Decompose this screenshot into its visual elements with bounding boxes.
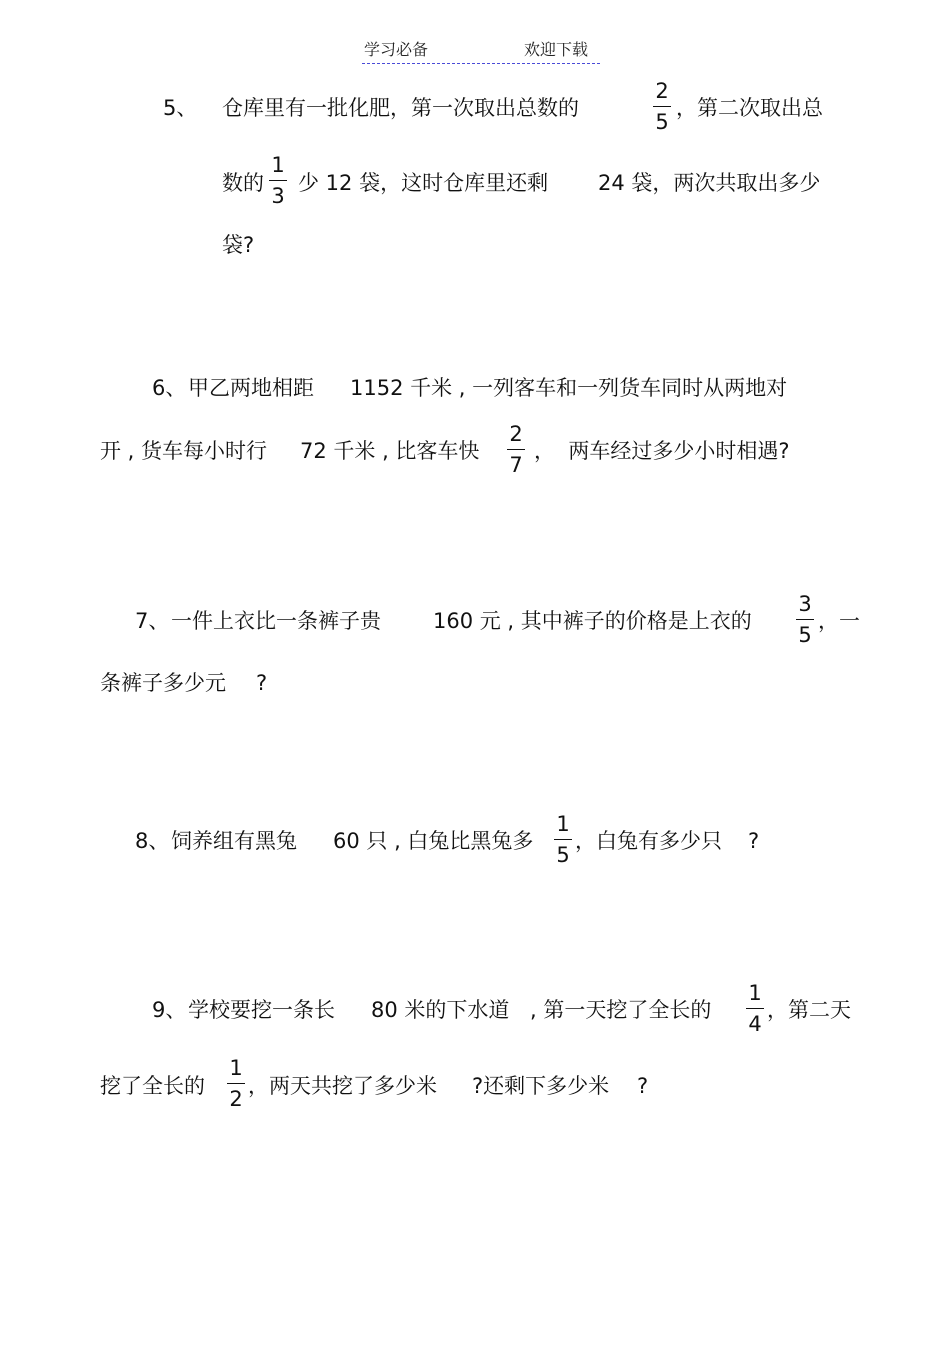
fraction-numerator: 1 bbox=[271, 153, 285, 177]
fraction-bar bbox=[746, 1008, 764, 1009]
problem-8-text: ，白兔有多少只 bbox=[575, 829, 722, 853]
problem-5-text: 24 袋，两次共取出多少 bbox=[598, 171, 821, 195]
problem-9-text: 学校要挖一条长 bbox=[188, 998, 335, 1022]
fraction-numerator: 1 bbox=[556, 812, 570, 836]
fraction-denominator: 7 bbox=[509, 453, 523, 477]
problem-9-number: 9、 bbox=[152, 998, 187, 1022]
problem-7-text: ? bbox=[256, 671, 268, 695]
fraction-denominator: 4 bbox=[748, 1012, 762, 1036]
problem-9-text: ?还剩下多少米 bbox=[472, 1074, 610, 1098]
problem-8-number: 8、 bbox=[135, 829, 170, 853]
problem-9-text: ? bbox=[637, 1074, 649, 1098]
header-dashed-rule bbox=[362, 63, 600, 64]
problem-6-text: 1152 千米 , 一列客车和一列货车同时从两地对 bbox=[350, 376, 788, 400]
problem-8-text: ? bbox=[748, 829, 760, 853]
problem-9-text: , 第一天挖了全长的 bbox=[530, 998, 712, 1022]
problem-5-text: ，第二次取出总 bbox=[676, 96, 823, 120]
fraction-bar bbox=[796, 619, 814, 620]
fraction-denominator: 3 bbox=[271, 184, 285, 208]
problem-5-text: 数的 bbox=[222, 171, 264, 195]
problem-5-fraction-2-5 bbox=[650, 81, 674, 133]
problem-9-fraction-1-4 bbox=[743, 983, 767, 1035]
fraction-numerator: 2 bbox=[655, 79, 669, 103]
problem-7-text: 一件上衣比一条裤子贵 bbox=[171, 609, 381, 633]
fraction-bar bbox=[269, 180, 287, 181]
problem-9-text: ，第二天 bbox=[767, 998, 851, 1022]
fraction-denominator: 5 bbox=[556, 843, 570, 867]
problem-6-text: 开 , 货车每小时行 bbox=[100, 439, 268, 463]
problem-5-number: 5、 bbox=[163, 96, 198, 120]
problem-9-fraction-1-2 bbox=[224, 1058, 248, 1110]
fraction-denominator: 5 bbox=[798, 623, 812, 647]
problem-5-fraction-1-3 bbox=[266, 155, 290, 207]
header-left-text: 学习必备 bbox=[364, 40, 429, 59]
problem-7-text: 160 元 , 其中裤子的价格是上衣的 bbox=[433, 609, 752, 633]
fraction-denominator: 5 bbox=[655, 110, 669, 134]
problem-6-fraction-2-7 bbox=[504, 424, 528, 476]
fraction-numerator: 3 bbox=[798, 592, 812, 616]
header-right-text: 欢迎下载 bbox=[524, 40, 589, 59]
fraction-bar bbox=[554, 839, 572, 840]
fraction-bar bbox=[227, 1083, 245, 1084]
fraction-numerator: 1 bbox=[748, 981, 762, 1005]
problem-6-text: 72 千米 , 比客车快 bbox=[300, 439, 480, 463]
fraction-numerator: 1 bbox=[229, 1056, 243, 1080]
problem-7-number: 7、 bbox=[135, 609, 170, 633]
fraction-denominator: 2 bbox=[229, 1087, 243, 1111]
problem-6-text: ， 两车经过多少小时相遇? bbox=[534, 439, 790, 463]
problem-9-text: 挖了全长的 bbox=[100, 1074, 205, 1098]
problem-5-text: 袋? bbox=[222, 233, 255, 257]
fraction-bar bbox=[653, 106, 671, 107]
problem-7-fraction-3-5 bbox=[793, 594, 817, 646]
fraction-numerator: 2 bbox=[509, 422, 523, 446]
problem-8-text: 60 只 , 白兔比黑兔多 bbox=[333, 829, 534, 853]
fraction-bar bbox=[507, 449, 525, 450]
problem-9-text: ，两天共挖了多少米 bbox=[248, 1074, 437, 1098]
problem-9-text: 80 米的下水道 bbox=[371, 998, 510, 1022]
problem-6-number: 6、 bbox=[152, 376, 187, 400]
problem-7-text: 条裤子多少元 bbox=[100, 671, 226, 695]
problem-5-text: 仓库里有一批化肥，第一次取出总数的 bbox=[222, 96, 579, 120]
problem-8-text: 饲养组有黑兔 bbox=[171, 829, 297, 853]
problem-6-text: 甲乙两地相距 bbox=[188, 376, 314, 400]
problem-7-text: ，一 bbox=[818, 609, 860, 633]
problem-8-fraction-1-5 bbox=[551, 814, 575, 866]
problem-5-text: 少 12 袋，这时仓库里还剩 bbox=[298, 171, 549, 195]
